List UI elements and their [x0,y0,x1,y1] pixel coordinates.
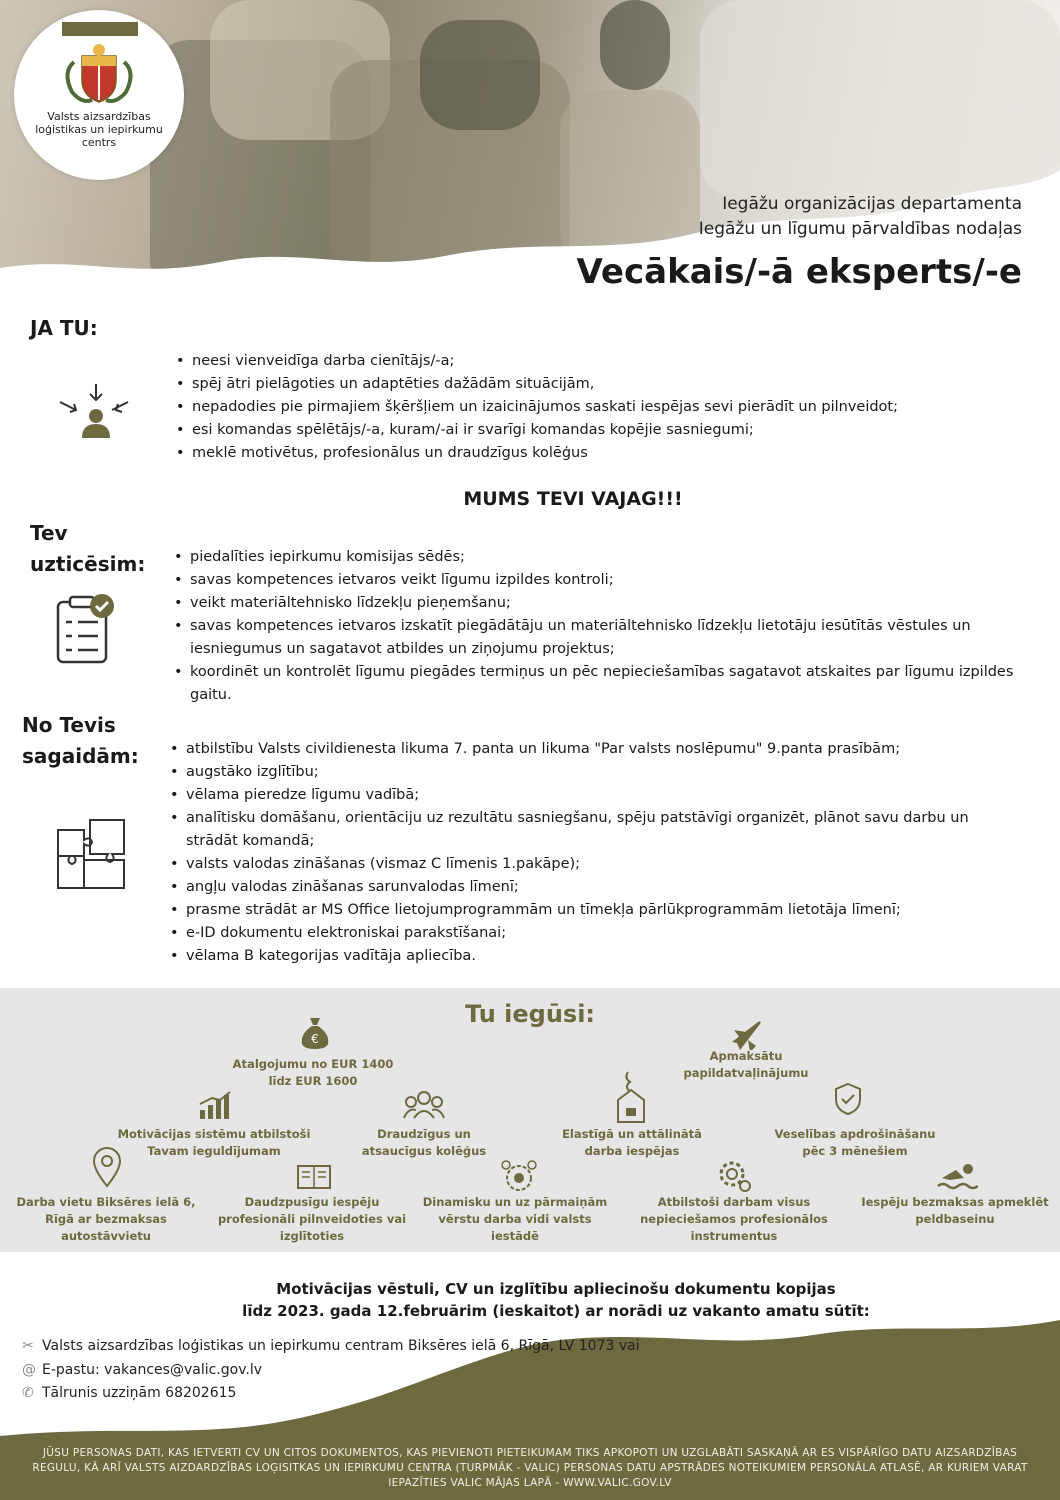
focus-person-icon [56,382,136,442]
list-item: • analītisku domāšanu, orientāciju uz rezultātu sasniegšanu, spēju patstāvīgi organizēt, plānot savu darbu un strādāt komandā; [170,807,1020,853]
at-icon: @ [22,1362,36,1378]
list-item: • atbilstību Valsts civildienesta likuma 7. panta un likuma "Par valsts noslēpumu" 9.panta prasībām; [170,738,1020,761]
location-pin-icon [92,1146,122,1190]
shield-check-icon [834,1082,862,1116]
list-item: • vēlama pieredze līgumu vadībā; [170,784,1020,807]
apply-line1: Motivācijas vēstuli, CV un izglītību apliecinošu dokumentu kopijas [276,1280,836,1298]
no-tevis-heading-line2: sagaidām: [22,744,139,768]
contact-phone [22,1385,236,1401]
benefit-pool: Iespēju bezmaksas apmeklēt peldbaseinu [861,1195,1049,1226]
contact-email-text[interactable]: E-pastu: vakances@valic.gov.lv [42,1362,263,1378]
apply-line2: līdz 2023. gada 12.februārim (ieskaitot) ar norādi uz vakanto amatu sūtīt: [242,1302,870,1320]
team-icon [402,1090,446,1120]
coat-of-arms-icon [14,10,184,110]
tev-heading-line2: uzticēsim: [30,552,146,576]
list-item: • prasme strādāt ar MS Office lietojumprogrammām un tīmekļa pārlūkprogrammām lietotāja līmenī; [170,899,1020,922]
no-tevis-heading-line1: No Tevis [22,713,116,737]
list-item: • esi komandas spēlētājs/-a, kuram/-ai ir svarīgi komandas kopējie sasniegumi; [176,419,996,442]
benefit-flexible: Elastīgā un attālinātā darba iespējas [562,1127,702,1158]
contact-mail-text: Valsts aizsardzības loģistikas un iepirkumu centram Biksēres ielā 6, Rīgā, LV 1073 vai [42,1338,640,1354]
benefit-vacation: Apmaksātu papildatvaļinājumu [683,1049,809,1080]
list-item: • piedalīties iepirkumu komisijas sēdēs; [174,546,1014,569]
list-item: • veikt materiāltehnisko līdzekļu pieņemšanu; [174,592,1014,615]
contact-phone-text: Tālrunis uzziņām 68202615 [42,1385,237,1401]
benefit-education: Daudzpusīgu iespēju profesionāli pilnveidoties vai izglītoties [217,1195,407,1243]
ja-tu-heading: JA TU: [30,316,98,340]
list-item: • nepadodies pie pirmajiem šķēršļiem un izaicinājumos saskati iespējas sevi pierādīt un pilnveidot; [176,396,996,419]
tev-heading-line1: Tev [30,521,68,545]
swimmer-icon [936,1162,978,1190]
page-title: Vecākais/-ā eksperts/-e [576,252,1022,292]
logo-text-line2: loģistikas un iepirkumu [35,123,163,136]
logo-text-line3: centrs [81,136,117,149]
no-tevis-heading [22,710,139,772]
list-item: • augstāko izglītību; [170,761,1020,784]
logo [14,10,184,180]
remote-work-icon [614,1070,648,1124]
tev-list [174,546,1014,707]
list-item: • valsts valodas zināšanas (vismaz C līmenis 1.pakāpe); [170,853,1020,876]
contact-email [22,1362,262,1378]
benefits-title: Tu iegūsi: [464,1000,596,1028]
department-line1: Iegāžu organizācijas departamenta [722,194,1022,214]
list-item: • neesi vienveidīga darba cienītājs/-a; [176,350,996,373]
book-icon [296,1164,332,1192]
benefit-motivation: Motivācijas sistēmu atbilstoši Tavam ieguldījumam [117,1127,311,1158]
mums-heading: MUMS TEVI VAJAG!!! [463,488,683,510]
svg-text:€: € [311,1032,319,1046]
list-item: • savas kompetences ietvaros veikt līgumu izpildes kontroli; [174,569,1014,592]
benefit-colleagues: Draudzīgus un atsaucīgus kolēģus [361,1127,487,1158]
list-item: • meklē motivētus, profesionālus un draudzīgus kolēģus [176,442,996,465]
list-item: • vēlama B kategorijas vadītāja apliecība. [170,945,1020,968]
logo-text-line1: Valsts aizsardzības [47,110,151,123]
no-tevis-list [170,738,1020,968]
list-item: • e-ID dokumentu elektroniskai parakstīšanai; [170,922,1020,945]
checklist-icon [54,592,120,666]
benefit-salary: Atalgojumu no EUR 1400 līdz EUR 1600 [232,1057,394,1088]
department [699,192,1022,242]
list-item: • koordinēt un kontrolēt līgumu piegādes termiņus un pēc nepieciešamības sagatavot atskaites par līgumu izpildes gaitu. [174,661,1014,707]
puzzle-icon [54,816,132,892]
benefit-health: Veselības apdrošināšanu pēc 3 mēnešiem [774,1127,936,1158]
gears-people-icon [500,1160,538,1194]
privacy-notice: JŪSU PERSONAS DATI, KAS IETVERTI CV UN CITOS DOKUMENTOS, KAS PIEVIENOTI PIETEIKUMAM TIKS APKOPOTI UN UZGLABĀTI SASKAŅĀ AR ES VISPĀRĪGO DATU AIZSARDZĪBAS REGULU, KĀ ARĪ VALSTS AIZDARDZĪBAS LOĢISITKAS UN IEPIRKUMU CENTRA (TURPMĀK - VALIC) PERSONAS DATU APSTRĀDES NOTEIKUMIEM PERSONĀLA ATLASĒ, AR KURIEM VARAT IEPAZĪTIES VALIC MĀJAS LAPĀ - WWW.VALIC.GOV.LV [32,1447,1028,1489]
benefit-tools: Atbilstoši darbam visus nepieciešamos profesionālos instrumentus [640,1195,828,1243]
list-item: • angļu valodas zināšanas sarunvalodas līmenī; [170,876,1020,899]
gear-icon [716,1158,752,1194]
contact-mail [22,1338,640,1354]
tev-heading [30,518,145,580]
department-line2: Iegāžu un līgumu pārvaldības nodaļas [698,219,1022,239]
ja-tu-list [176,350,996,465]
list-item: • spēj ātri pielāgoties un adaptēties dažādām situācijām, [176,373,996,396]
growth-chart-icon [198,1090,232,1120]
list-item: • savas kompetences ietvaros izskatīt piegādātāju un materiāltehnisko līdzekļu lietotāju iesūtītās vēstules un iesniegumus un sagatavot atbildes un ziņojumu projektus; [174,615,1014,661]
phone-icon: ✆ [22,1385,34,1401]
scissors-icon: ✂ [22,1338,34,1354]
benefit-dynamic: Dinamisku un uz pārmaiņām vērstu darba vidi valsts iestādē [422,1195,608,1243]
benefit-location: Darba vietu Biksēres ielā 6, Rīgā ar bezmaksas autostāvvietu [16,1195,196,1243]
airplane-icon [728,1016,764,1050]
money-bag-icon [300,1016,330,1050]
